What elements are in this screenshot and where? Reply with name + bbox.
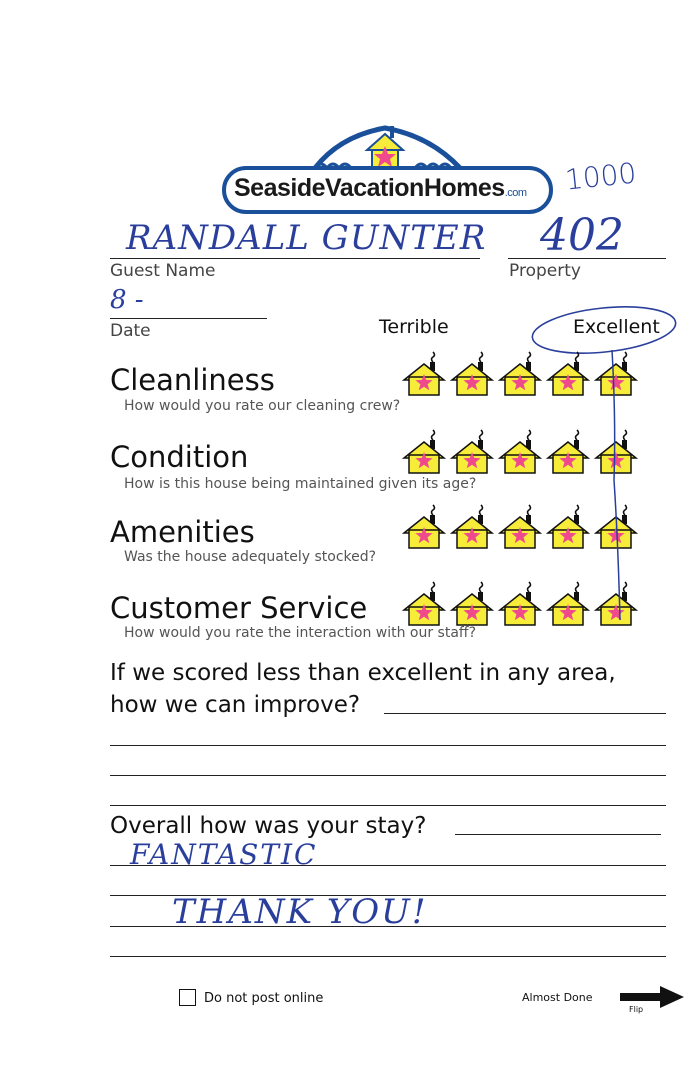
flip-label: Flip [629,1005,644,1014]
house-star-icon [548,352,588,395]
logo-text: SeasideVacationHomes [234,174,505,202]
property-label: Property [509,261,581,281]
flip-arrow-icon[interactable] [620,986,686,1008]
improve-question-line2: how we can improve? [110,692,361,718]
category-title: Cleanliness [110,363,275,397]
overall-answer-line [110,926,666,927]
property-line [508,258,666,259]
improve-answer-line [110,775,666,776]
handwritten-guest-name: RANDALL GUNTER [126,218,487,258]
excellent-column-pen-line [600,340,630,630]
house-star-icon [404,352,444,395]
overall-answer-line [110,865,666,866]
almost-done-label: Almost Done [522,991,593,1004]
house-star-icon [452,430,492,473]
house-star-icon [500,582,540,625]
house-star-icon [404,505,444,548]
category-question: Was the house adequately stocked? [124,549,377,565]
category-question: How would you rate our cleaning crew? [124,398,401,414]
do-not-post-checkbox[interactable] [179,989,196,1006]
logo-suffix: .com [504,187,527,199]
improve-answer-line [110,745,666,746]
do-not-post-label: Do not post online [204,991,324,1006]
house-star-icon [452,505,492,548]
improve-answer-line [384,713,666,714]
house-star-icon [500,352,540,395]
house-star-icon [500,430,540,473]
date-line [110,318,267,319]
scale-low-label: Terrible [379,316,449,338]
house-star-icon [500,505,540,548]
house-star-icon [548,582,588,625]
house-star-icon [452,582,492,625]
scale-high-label: Excellent [573,316,660,338]
category-question: How would you rate the interaction with our staff? [124,625,476,641]
house-star-icon [548,505,588,548]
overall-answer-line [110,956,666,957]
guest-name-line [110,258,480,259]
overall-question: Overall how was your stay? [110,813,427,839]
improve-answer-line [110,805,666,806]
category-title: Condition [110,440,249,474]
house-star-icon [404,430,444,473]
logo [220,118,555,218]
improve-question-line1: If we scored less than excellent in any area, [110,660,616,686]
category-title: Customer Service [110,591,368,625]
overall-answer-line [455,834,661,835]
handwritten-property-top: 1000 [563,156,638,197]
handwritten-date: 8 - [110,285,144,315]
category-title: Amenities [110,515,255,549]
house-star-icon [548,430,588,473]
date-label: Date [110,321,151,341]
category-question: How is this house being maintained given its age? [124,476,477,492]
guest-name-label: Guest Name [110,261,216,281]
handwritten-overall: FANTASTIC [130,838,318,871]
house-star-icon [404,582,444,625]
handwritten-thanks: THANK YOU! [172,892,428,932]
handwritten-property: 402 [540,210,624,261]
house-star-icon [452,352,492,395]
